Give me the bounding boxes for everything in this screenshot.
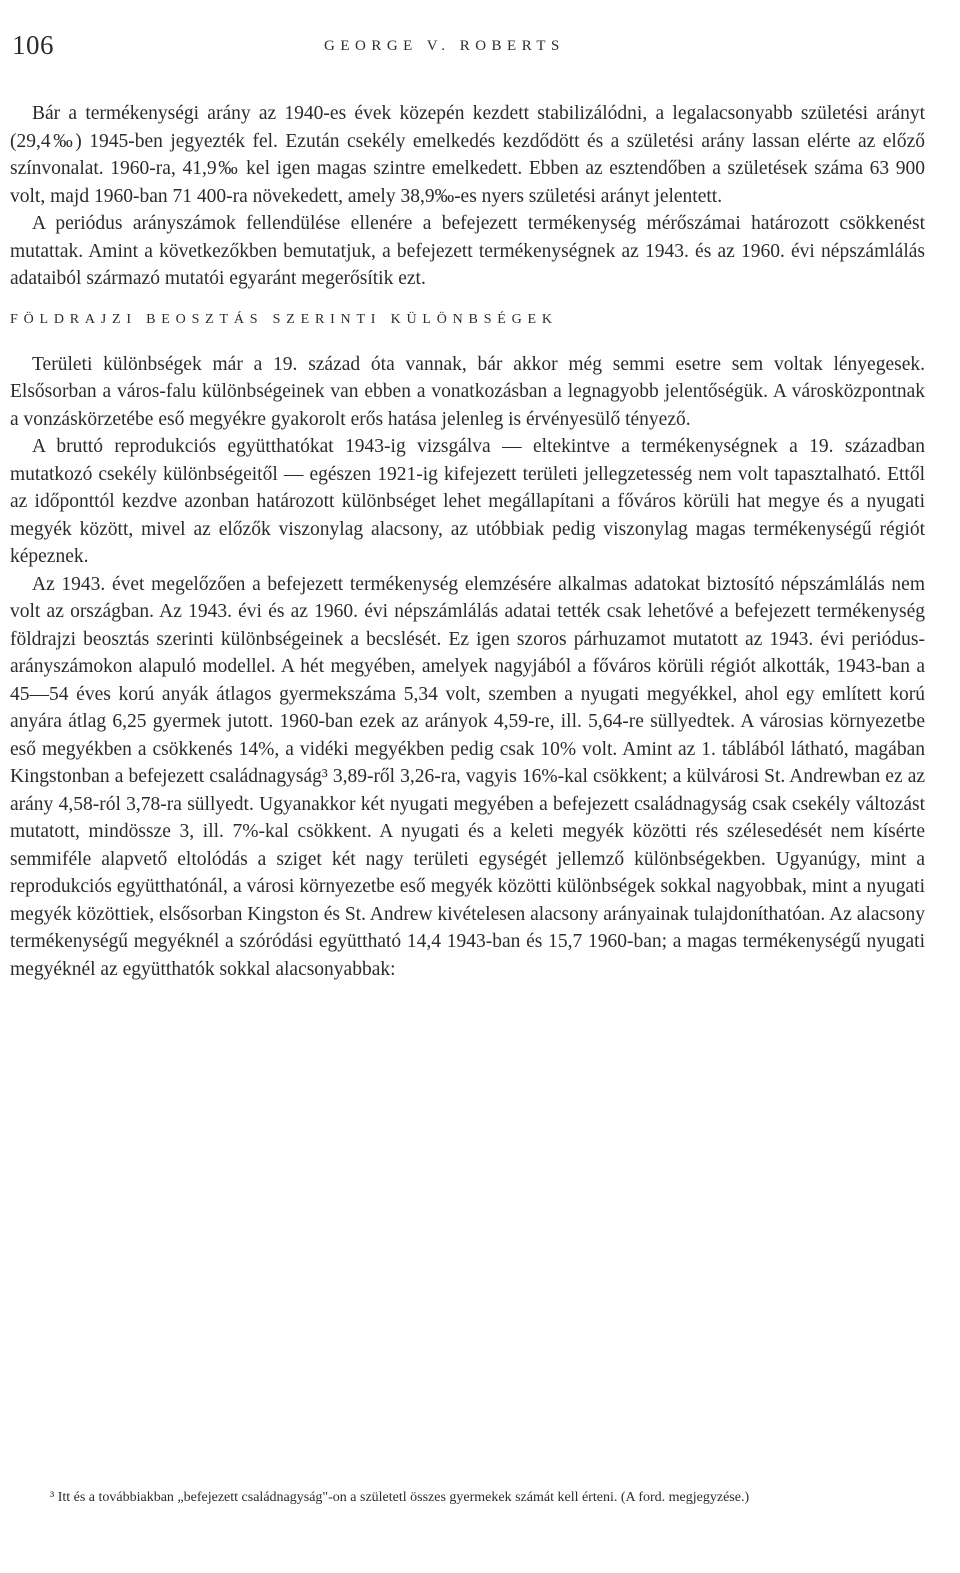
running-head: GEORGE V. ROBERTS	[324, 38, 565, 54]
footnote: ³ Itt és a továbbiakban „befejezett családnagyság"-on a születetl összes gyermekek számát kell érteni. (A ford. megjegyzése.)	[50, 1490, 750, 1505]
section-heading: FÖLDRAJZI BEOSZTÁS SZERINTI KÜLÖNBSÉGEK	[10, 311, 558, 327]
paragraph: A periódus arányszámok fellendülése ellenére a befejezett termékenység mérőszámai határozott csökkenést mutattak. Amint a következőkben bemutatjuk, a befejezett termékenységnek az 1943. és az 1960. évi népszámlálás adataiból származó mutatói egyaránt megerősítik ezt.	[10, 213, 925, 289]
paragraph: Bár a termékenységi arány az 1940-es évek közepén kezdett stabilizálódni, a legalacsonyabb születési arányt (29,4‰) 1945-ben jegyezték fel. Ezután csekély emelkedés kezdődött és a születési arány lassan elérte az előző színvonalat. 1960-ra, 41,9‰ kel igen magas szintre emelkedett. Ebben az esztendőben a születések száma 63 900 volt, majd 1960-ban 71 400-ra növekedett, amely 38,9‰-es nyers születési arányt jelentett.	[10, 103, 925, 207]
main-text	[10, 100, 925, 983]
paragraph: A bruttó reprodukciós együtthatókat 1943-ig vizsgálva — eltekintve a termékenységnek a 19. században mutatkozó csekély különbségeitől — egészen 1921-ig kifejezett területi jellegzetesség nem volt tapasztalható. Ettől az időponttól kezdve azonban határozott különbséget lehet megállapítani a főváros körüli hat megye és a nyugati megyék között, mivel az előzők viszonylag alacsony, az utóbbiak pedig viszonylag magas termékenységű régiót képeznek.	[10, 436, 925, 567]
paragraph: Területi különbségek már a 19. század óta vannak, bár akkor még semmi esetre sem voltak lényegesek. Elsősorban a város-falu különbségeinek van ebben a vonatkozásban a legnagyobb jelentőségük. A városközpontnak a vonzáskörzetébe eső megyékre gyakorolt erős hatása jelenleg is érvényesülő tényező.	[10, 353, 925, 430]
page-header	[12, 30, 942, 70]
page-number: 106	[12, 30, 54, 60]
paragraph: Az 1943. évet megelőzően a befejezett termékenység elemzésére alkalmas adatokat biztosító népszámlálás nem volt az országban. Az 1943. évi és az 1960. évi népszámlálás adatai tették csak lehetővé a befejezett termékenység földrajzi beosztás szerinti különbségeinek a becslését. Ez igen szoros párhuzamot mutatott az 1943. évi periódus-arányszámokon alapuló modellel. A hét megyében, amelyek nagyjából a főváros körüli régiót alkották, 1943-ban a 45—54 éves korú anyák átlagos gyermekszáma 5,34 volt, szemben a nyugati megyékkel, ahol egy említett korú anyára átlag 6,25 gyermek jutott. 1960-ban ezek az arányok 4,59-re, ill. 5,64-re süllyedtek. A városias környezetbe eső megyékben a csökkenés 14%, a vidéki megyékben pedig csak 10% volt. Amint az 1. táblából látható, magában Kingstonban a befejezett családnagyság³ 3,89-ről 3,26-ra, vagyis 16%-kal csökkent; a külvárosi St. Andrewban ez az arány 4,58-ról 3,78-ra süllyedt. Ugyanakkor két nyugati megyében a befejezett családnagyság csak csekély változást mutatott, mindössze 3, ill. 7%-kal csökkent. A nyugati és a keleti megyék közötti rés szélesedését nem kísérte semmiféle alapvető eltolódás a sziget két nagy területi egységét jellemző különbségekben. Ugyanúgy, mint a reprodukciós együtthatónál, a városi környezetbe eső megyék közötti különbségek sokkal nagyobbak, mint a nyugati megyék közöttiek, elsősorban Kingston és St. Andrew kivételesen alacsony arányainak tulajdoníthatóan. Az alacsony termékenységű megyéknél a szóródási együttható 14,4 1943-ban és 15,7 1960-ban; a magas termékenységű nyugati megyéknél az együtthatók sokkal alacsonyabbak:	[10, 573, 925, 980]
